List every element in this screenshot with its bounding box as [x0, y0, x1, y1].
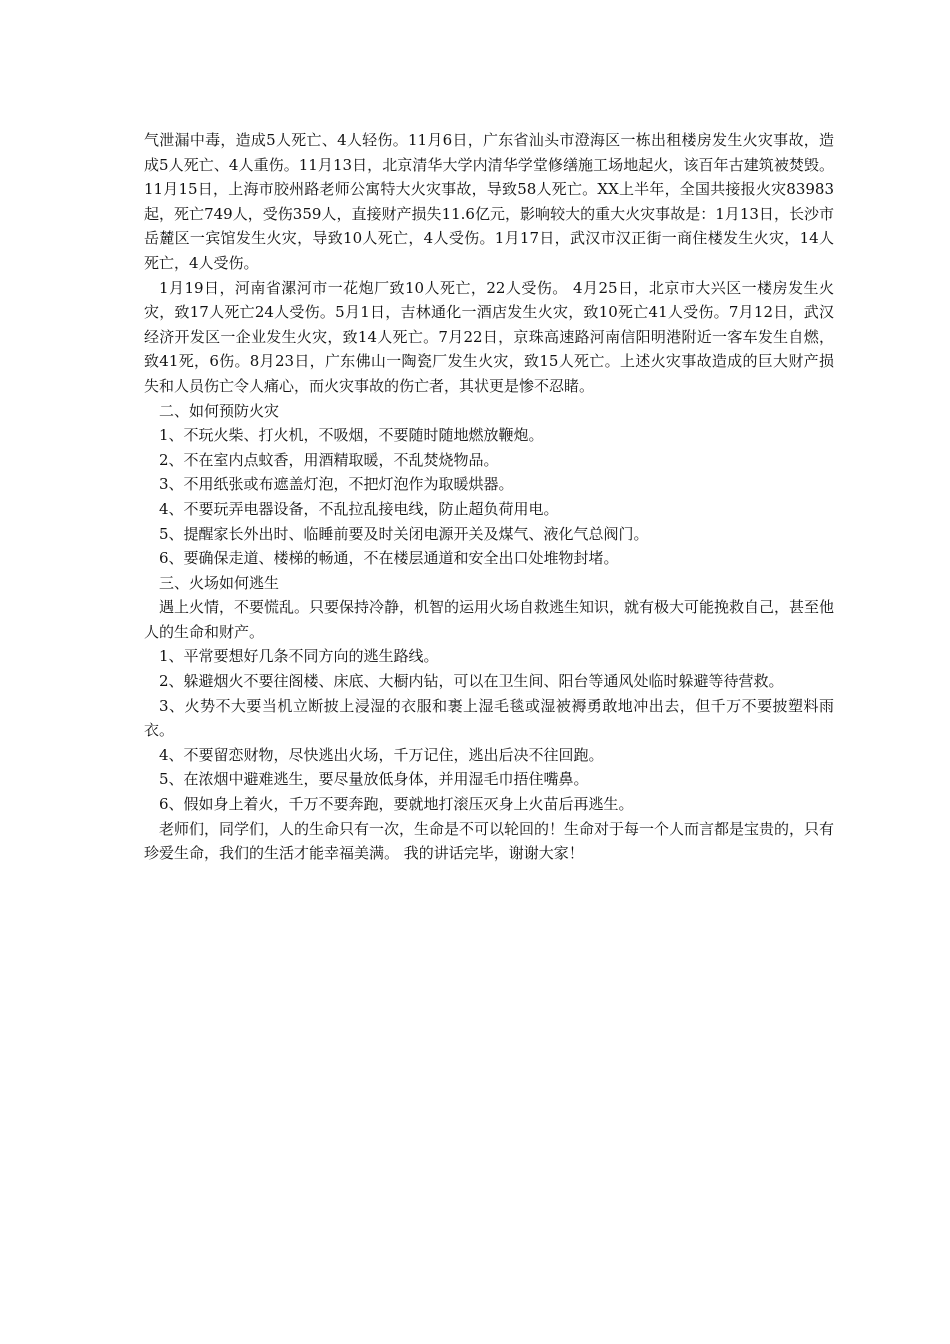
list-item: 5、提醒家长外出时、临睡前要及时关闭电源开关及煤气、液化气总阀门。: [159, 524, 649, 543]
list-item: 3、不用纸张或布遮盖灯泡，不把灯泡作为取暖烘器。: [159, 475, 514, 494]
list-item: 4、不要留恋财物，尽快逃出火场，千万记住，逃出后决不往回跑。: [159, 745, 604, 764]
paragraph-closing: 老师们，同学们，人的生命只有一次，生命是不可以轮回的！生命对于每一个人而言都是宝贵的，只有珍爱生命，我们的生活才能幸福美满。 我的讲话完毕，谢谢大家！: [144, 819, 835, 863]
list-item: 4、不要玩弄电器设备，不乱拉乱接电线，防止超负荷用电。: [159, 499, 559, 518]
list-item: 2、躲避烟火不要往阁楼、床底、大橱内钻，可以在卫生间、阳台等通风处临时躲避等待营救。: [159, 672, 784, 691]
document-body: [144, 128, 834, 866]
list-item: 1、不玩火柴、打火机，不吸烟，不要随时随地燃放鞭炮。: [159, 426, 544, 445]
section-heading-escape: 三、火场如何逃生: [159, 573, 280, 592]
list-item: 5、在浓烟中避难逃生，要尽量放低身体，并用湿毛巾捂住嘴鼻。: [159, 770, 589, 789]
paragraph-fire-incidents-1: 气泄漏中毒，造成5人死亡、4人轻伤。11月6日，广东省汕头市澄海区一栋出租楼房发生火灾事故，造成5人死亡、4人重伤。11月13日，北京清华大学内清华学堂修缮施工场地起火，该百年古建筑被焚毁。11月15日，上海市胶州路老师公寓特大火灾事故，导致58人死亡。XX上半年，全国共接报火灾83983起，死亡749人，受伤359人，直接财产损失11.6亿元，影响较大的重大火灾事故是：1月13日，长沙市岳麓区一宾馆发生火灾，导致10人死亡，4人受伤。1月17日，武汉市汉正街一商住楼发生火灾，14人死亡，4人受伤。: [144, 131, 834, 272]
list-item: 6、要确保走道、楼梯的畅通，不在楼层通道和安全出口处堆物封堵。: [159, 549, 619, 568]
paragraph-escape-intro: 遇上火情，不要慌乱。只要保持冷静，机智的运用火场自救逃生知识，就有极大可能挽救自己，甚至他人的生命和财产。: [144, 598, 835, 641]
list-item: 3、火势不大要当机立断披上浸湿的衣服和裹上湿毛毯或湿被褥勇敢地冲出去，但千万不要披塑料雨衣。: [144, 696, 834, 740]
paragraph-fire-incidents-2: 1月19日，河南省漯河市一花炮厂致10人死亡，22人受伤。 4月25日，北京市大兴区一楼房发生火灾，致17人死亡24人受伤。5月1日，吉林通化一酒店发生火灾，致10死亡41人受伤。7月12日，武汉经济开发区一企业发生火灾，致14人死亡。7月22日，京珠高速路河南信阳明港附近一客车发生自燃，致41死，6伤。8月23日，广东佛山一陶瓷厂发生火灾，致15人死亡。上述火灾事故造成的巨大财产损失和人员伤亡令人痛心，而火灾事故的伤亡者，其状更是惨不忍睹。: [144, 278, 834, 395]
list-item: 6、假如身上着火，千万不要奔跑，要就地打滚压灭身上火苗后再逃生。: [159, 795, 634, 814]
list-item: 2、不在室内点蚊香，用酒精取暖，不乱焚烧物品。: [159, 450, 499, 469]
list-item: 1、平常要想好几条不同方向的逃生路线。: [159, 647, 439, 666]
section-heading-prevention: 二、如何预防火灾: [159, 401, 280, 420]
